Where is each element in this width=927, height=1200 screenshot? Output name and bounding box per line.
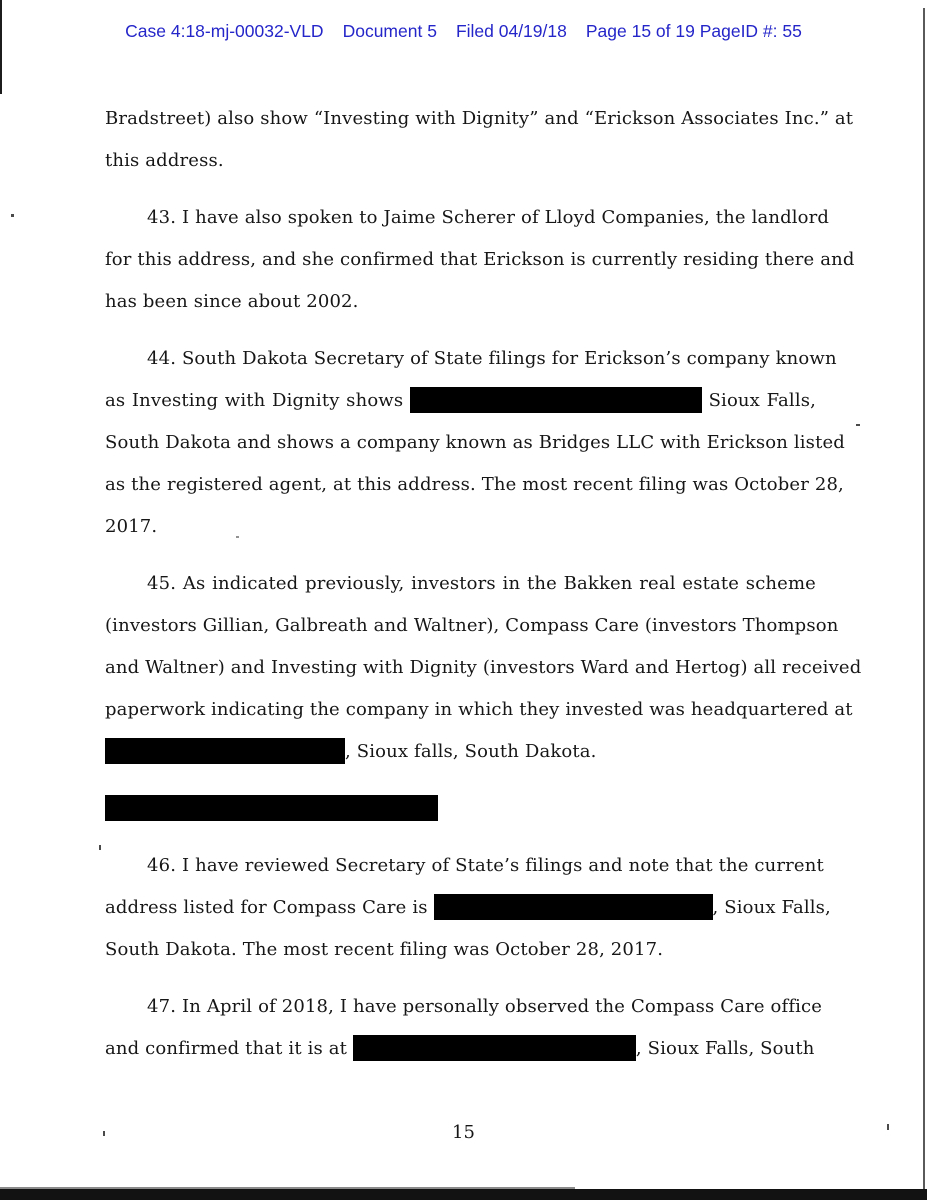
paragraph-45 — [105, 563, 862, 773]
text-segment: and confirmed that it is at — [105, 1038, 348, 1059]
text-line-with-redaction — [105, 1028, 816, 1070]
text-line: 47. In April of 2018, I have personally observed the Compass Care office — [147, 996, 823, 1017]
stamp-case-number: Case 4:18-mj-00032-VLD — [125, 21, 324, 41]
text-line: South Dakota. The most recent filing was October 28, 2017. — [105, 939, 664, 960]
redaction-bar — [434, 894, 713, 920]
text-segment: , Sioux Falls, South — [635, 1038, 815, 1059]
text-segment: address listed for Compass Care is — [105, 897, 428, 918]
text-line: 43. I have also spoken to Jaime Scherer of Lloyd Companies, the landlord — [147, 207, 830, 228]
scan-speckle — [103, 1131, 105, 1136]
paragraph-43 — [105, 197, 855, 323]
text-line: for this address, and she confirmed that Erickson is currently residing there and — [105, 249, 855, 270]
stamp-filed-date: Filed 04/19/18 — [455, 21, 567, 41]
stamp-document-number: Document 5 — [342, 21, 437, 41]
text-line: Bradstreet) also show “Investing with Dignity” and “Erickson Associates Inc.” at — [105, 108, 854, 129]
scan-speckle — [856, 424, 860, 426]
text-line: has been since about 2002. — [105, 291, 359, 312]
stamp-page-info: Page 15 of 19 PageID #: 55 — [585, 21, 802, 41]
redaction-bar — [353, 1035, 636, 1061]
paragraph-46 — [105, 845, 831, 971]
text-segment: as Investing with Dignity shows — [105, 390, 404, 411]
text-line: this address. — [105, 150, 224, 171]
scan-speckle — [99, 845, 101, 850]
text-line-with-redaction — [105, 731, 816, 773]
text-line: 2017. — [105, 516, 158, 537]
paragraph-42-continuation — [105, 98, 854, 182]
text-line: as the registered agent, at this address. The most recent filing was October 28, — [105, 474, 844, 495]
text-line: 45. As indicated previously, investors in the Bakken real estate scheme — [147, 573, 816, 594]
text-line: South Dakota and shows a company known as Bridges LLC with Erickson listed — [105, 432, 845, 453]
scan-speckle — [236, 536, 239, 538]
heading-line-with-redaction — [105, 788, 816, 830]
redaction-bar — [105, 738, 345, 764]
text-line: (investors Gillian, Galbreath and Waltner), Compass Care (investors Thompson — [105, 615, 839, 636]
scan-speckle — [887, 1124, 889, 1130]
text-line: paperwork indicating the company in which they invested was headquartered at — [105, 699, 853, 720]
redacted-section-heading — [105, 788, 816, 830]
affidavit-body — [105, 98, 862, 1070]
text-line: 46. I have reviewed Secretary of State’s filings and note that the current — [147, 855, 824, 876]
page-number: 15 — [452, 1122, 475, 1143]
scan-edge-line-right — [923, 8, 925, 1190]
redaction-bar — [410, 387, 702, 413]
text-line-with-redaction — [105, 887, 831, 929]
text-line-with-redaction — [105, 380, 816, 422]
text-segment: , Sioux Falls, — [712, 897, 831, 918]
paragraph-44 — [105, 338, 845, 548]
redaction-bar — [105, 795, 438, 821]
text-line: 44. South Dakota Secretary of State filings for Erickson’s company known — [147, 348, 837, 369]
paragraph-47 — [105, 986, 823, 1070]
text-segment: Sioux Falls, — [708, 390, 817, 411]
scan-edge-bar-bottom — [0, 1189, 927, 1200]
ecf-header-stamp — [0, 21, 927, 42]
text-line: and Waltner) and Investing with Dignity (investors Ward and Hertog) all received — [105, 657, 862, 678]
scan-speckle — [11, 214, 14, 217]
scan-edge-line-left — [0, 0, 2, 94]
text-segment: , Sioux falls, South Dakota. — [345, 741, 597, 762]
